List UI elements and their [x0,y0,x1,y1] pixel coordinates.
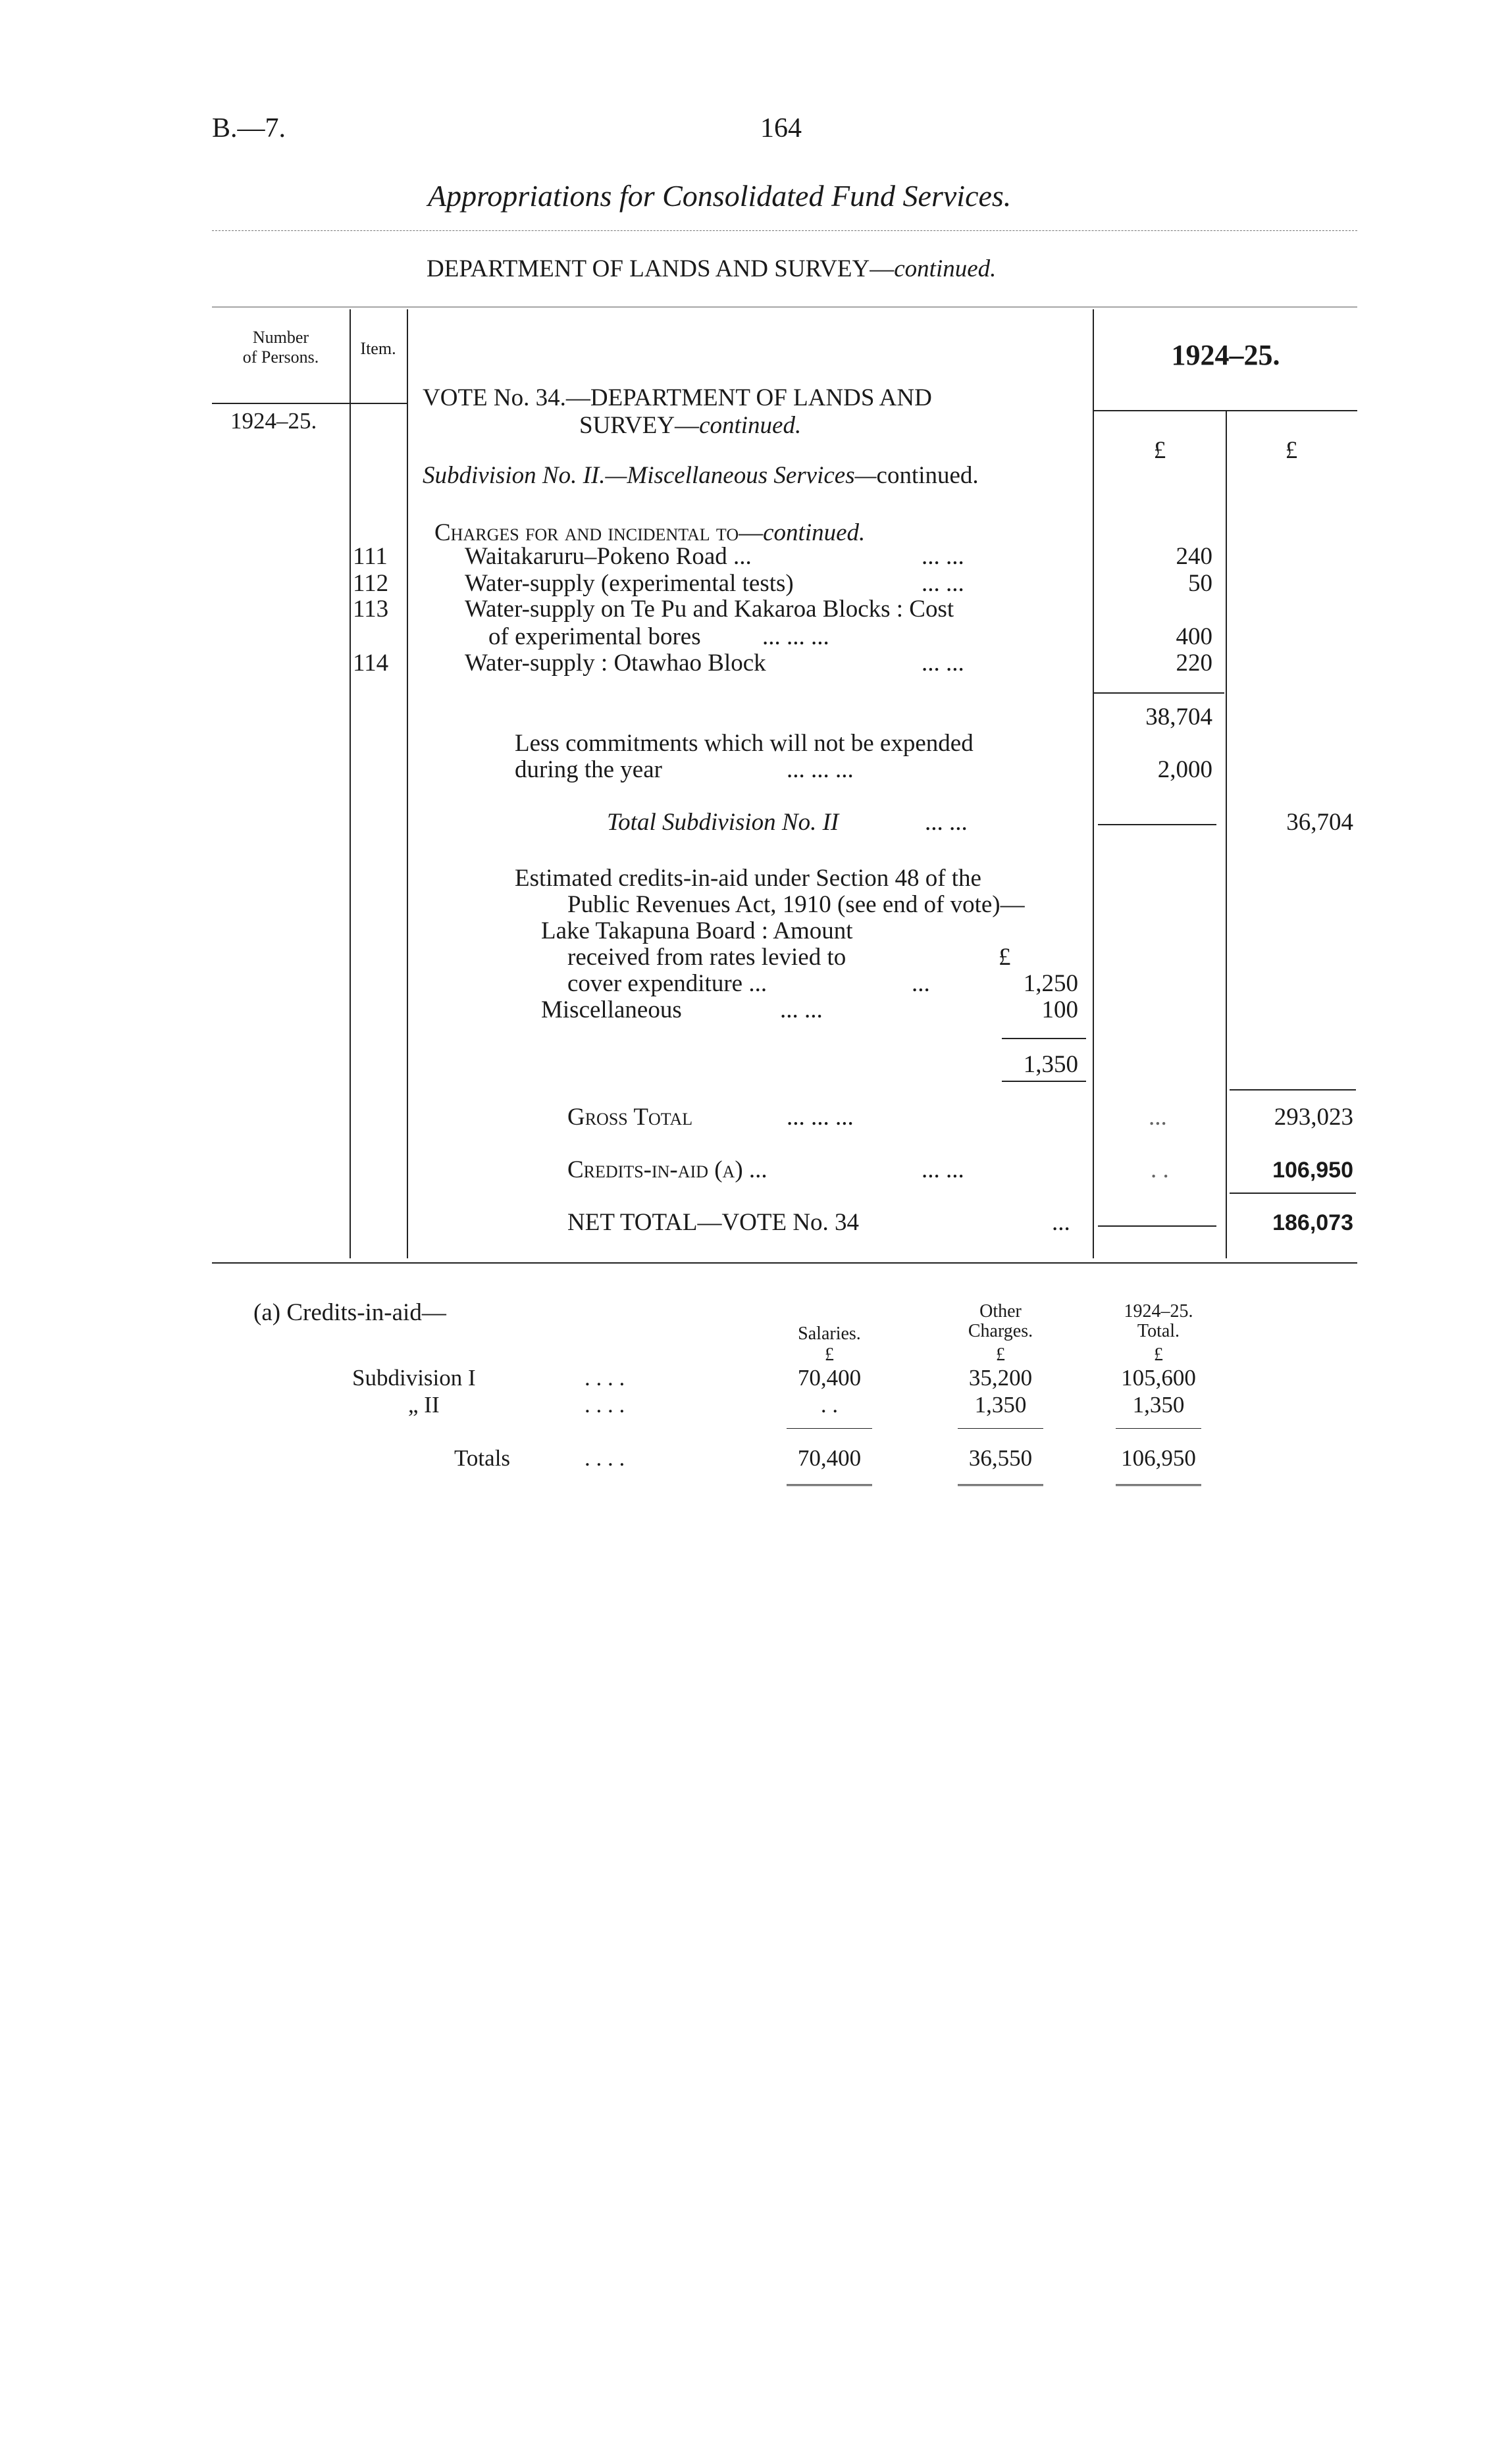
pound-sign-col1: £ [1153,437,1166,464]
item-column-right-rule [407,309,408,1258]
item-number: 111 [353,543,388,570]
item-description-continued: of experimental bores [488,623,701,650]
document-reference: B.—7. [212,113,286,143]
item-amount: 240 [1176,543,1212,570]
credits-estimate-pound: £ [999,944,1011,971]
year-header-rule [1094,410,1357,411]
footnote-col-total [1106,1302,1211,1341]
vote-heading-continued [579,413,801,439]
item-description: Water-supply (experimental tests) [465,570,794,597]
footnote-col-other-line2: Charges. [968,1321,1033,1341]
item-description: Water-supply on Te Pu and Kakaroa Blocks : Cost [465,596,954,623]
credits-estimate-line4: received from rates levied to [567,944,846,971]
persons-year: 1924–25. [230,408,317,434]
department-heading [427,256,996,282]
footnote-row-label: „ II [408,1392,440,1418]
footnote-row-salaries: 70,400 [797,1365,862,1391]
item-dots: ... ... [922,570,964,597]
number-persons-line2: of Persons. [242,347,319,367]
credits-in-aid-rule [1230,1193,1356,1194]
net-total-amount: 186,073 [1272,1210,1353,1235]
item-amount: 220 [1176,650,1212,677]
less-commitments-dots: ... ... ... [787,756,854,783]
footnote-totals-other: 36,550 [968,1445,1033,1471]
total-subdivision-label: Total Subdivision No. II [607,809,839,836]
subdivision-title: Subdivision No. II.—Miscellaneous Services— [423,462,877,489]
gross-total-amount: 293,023 [1274,1104,1353,1131]
footnote-col-other-line1: Other [979,1301,1022,1322]
subtotal-rule [1094,692,1224,694]
footnote-double-rule [787,1484,872,1486]
footnote-totals-salaries: 70,400 [797,1445,862,1471]
footnote-col-total-line1: 1924–25. [1124,1301,1193,1322]
vote-heading: VOTE No. 34.—DEPARTMENT OF LANDS AND [423,384,932,411]
vote-survey: SURVEY— [579,412,700,439]
footnote-totals-label: Totals [454,1445,511,1471]
footnote-row-label: Subdivision I [352,1365,476,1391]
charges-heading [434,520,865,546]
item-dots: ... ... ... [762,623,829,650]
page-title: Appropriations for Consolidated Fund Services. [428,179,1012,213]
item-description: Waitakaruru–Pokeno Road ... [465,543,752,570]
credits-in-aid-col1-dots: . . [1151,1156,1169,1183]
item-number: 114 [353,650,389,677]
credits-in-aid-text: Credits-in-aid (a) ... [567,1156,767,1183]
table-bottom-rule [212,1262,1357,1264]
gross-total-text: Gross Total [567,1104,693,1131]
credits-estimate-line5: cover expenditure ... [567,970,767,997]
gross-total-dots: ... ... ... [787,1104,854,1131]
department-continued: continued. [894,255,997,282]
footnote-col-total-line2: Total. [1137,1321,1180,1341]
footnote-row-other: 1,350 [974,1392,1027,1418]
footnote-row-total: 105,600 [1121,1365,1196,1391]
footnote-double-rule [958,1484,1043,1486]
subtotal-amount: 38,704 [1145,704,1212,731]
item-amount: 50 [1188,570,1212,597]
less-commitments-line1: Less commitments which will not be expended [515,730,974,757]
footnote-totals-dots: . . . . [585,1445,625,1471]
item-number: 113 [353,596,389,623]
item-description: Water-supply : Otawhao Block [465,650,766,677]
credits-estimate-total: 1,350 [1023,1051,1078,1078]
item-column-left-rule [350,309,351,1258]
gross-total-col1-dots: ... [1149,1104,1167,1131]
credits-estimate-amount2: 100 [1041,996,1078,1023]
item-dots: ... ... [922,650,964,677]
credits-estimate-amount1: 1,250 [1023,970,1078,997]
item-amount: 400 [1176,623,1212,650]
net-total-dash [1098,1225,1216,1227]
total-subdivision-amount: 36,704 [1286,809,1353,836]
credits-estimate-line6: Miscellaneous [541,996,682,1023]
footnote-col-salaries: Salaries. [798,1323,861,1344]
number-persons-line1: Number [252,328,309,347]
footnote-row-other: 35,200 [968,1365,1033,1391]
credits-estimate-line2: Public Revenues Act, 1910 (see end of vote)— [567,891,1025,918]
credits-in-aid-amount: 106,950 [1272,1158,1353,1183]
footnote-totals-total: 106,950 [1121,1445,1196,1471]
credits-estimate-dots5: ... [912,970,930,997]
footnote-row-dots: . . . . [585,1392,625,1418]
item-header: Item. [360,339,396,358]
title-rule [212,230,1357,231]
credits-estimate-line3: Lake Takapuna Board : Amount [541,917,853,944]
persons-header-rule [212,403,350,404]
gross-total-label [567,1104,692,1131]
footnote-row-dots: . . . . [585,1365,625,1391]
footnote-pound-other: £ [996,1345,1005,1365]
item-dots: ... ... [922,543,964,570]
item-number: 112 [353,570,389,597]
department-main: DEPARTMENT OF LANDS AND SURVEY— [427,255,895,282]
page-number: 164 [760,113,802,143]
credits-estimate-dots6: ... ... [780,996,823,1023]
footnote-row-total: 1,350 [1132,1392,1185,1418]
net-total-label: NET TOTAL—VOTE No. 34 [567,1209,860,1236]
charges-continued: continued. [763,519,866,546]
footnote-sum-rule [787,1428,872,1429]
credits-estimate-rule [1002,1038,1086,1039]
vote-continued: continued. [699,412,802,439]
subdivision-continued: continued. [876,462,979,489]
subdivision-heading [423,463,979,489]
pound-sign-col2: £ [1285,437,1298,464]
net-total-dots: ... [1052,1209,1070,1236]
less-commitments-line2: during the year [515,756,662,783]
credits-in-aid-label [567,1157,767,1183]
number-persons-header [212,328,350,367]
total-subdivision-dash [1098,824,1216,825]
total-subdivision-dots: ... ... [925,809,968,836]
item-header-rule [350,403,407,404]
footnote-sum-rule [1116,1428,1201,1429]
footnote-title: (a) Credits-in-aid— [253,1299,446,1326]
year-header: 1924–25. [1171,339,1280,371]
footnote-double-rule [1116,1484,1201,1486]
footnote-pound-total: £ [1154,1345,1163,1365]
less-commitments-amount: 2,000 [1157,756,1212,783]
footnote-sum-rule [958,1428,1043,1429]
gross-total-rule [1230,1089,1356,1091]
credits-estimate-line1: Estimated credits-in-aid under Section 48 of the [515,865,981,892]
credits-estimate-bottom-rule [1002,1081,1086,1082]
credits-in-aid-dots: ... ... [922,1156,964,1183]
footnote-pound-salaries: £ [825,1345,834,1365]
footnote-col-other [948,1302,1053,1341]
footnote-row-salaries: . . [820,1392,839,1418]
charges-title: Charges for and incidental to— [434,519,764,546]
